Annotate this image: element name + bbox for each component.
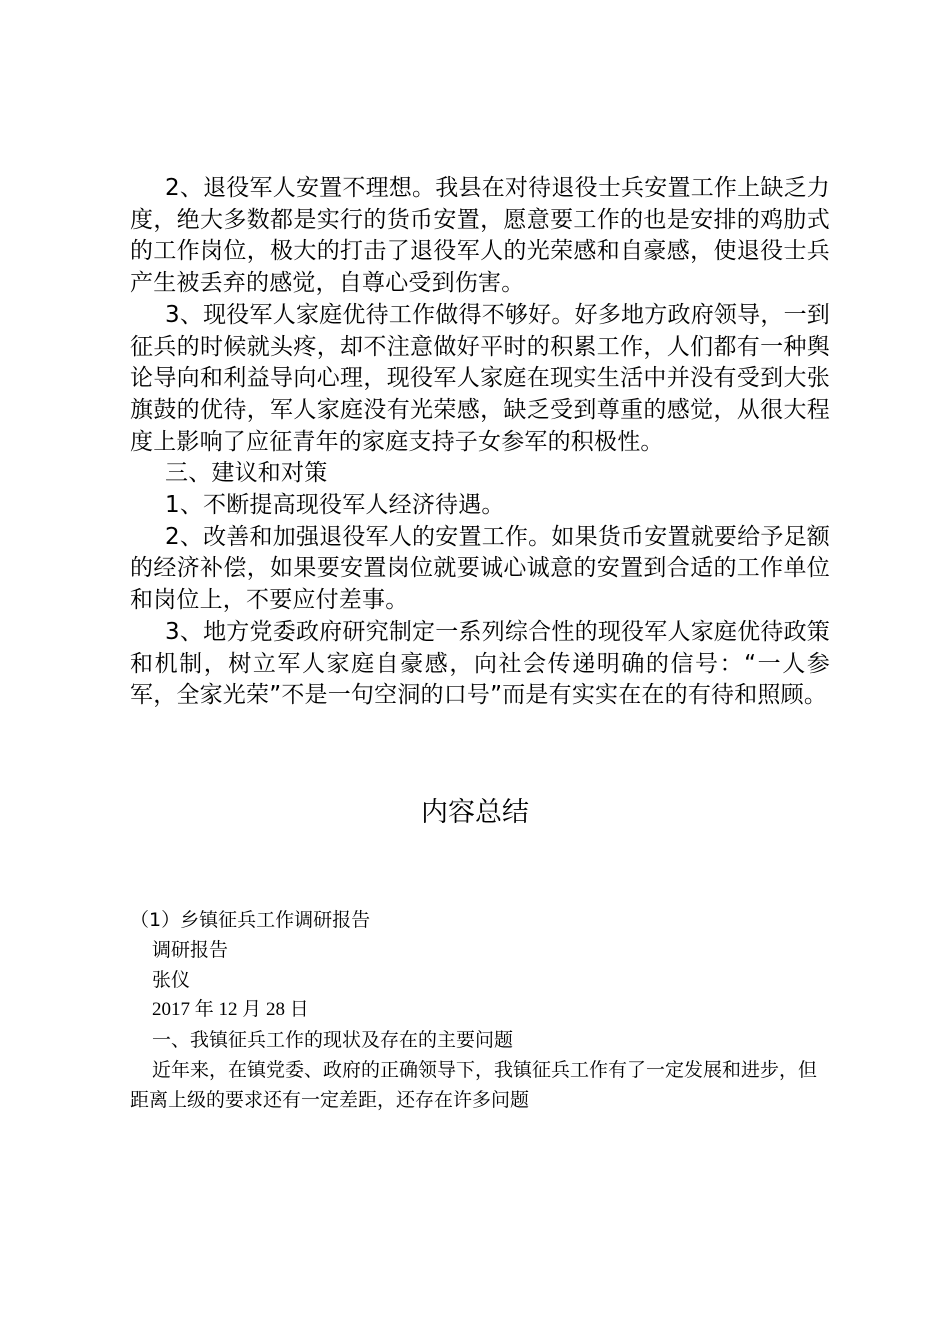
summary-heading: 一、我镇征兵工作的现状及存在的主要问题 <box>152 1029 514 1051</box>
paragraph-suggestion-2: 2、改善和加强退役军人的安置工作。如果货币安置就要给予足额的经济补偿，如果要安置岗位就要诚心诚意的安置到合适的工作单位和岗位上，不要应付差事。 <box>130 523 830 614</box>
paragraph-family-benefits: 3、现役军人家庭优待工作做得不够好。好多地方政府领导，一到征兵的时候就头疼，却不注意做好平时的积累工作，人们都有一种舆论导向和利益导向心理，现役军人家庭在现实生活中并没有受到大张旗鼓的优待，军人家庭没有光荣感，缺乏受到尊重的感觉，从很大程度上影响了应征青年的家庭支持子女参军的积极性。 <box>130 301 830 455</box>
paragraph-suggestion-3: 3、地方党委政府研究制定一系列综合性的现役军人家庭优待政策和机制，树立军人家庭自豪感，向社会传递明确的信号：“一人参军，全家光荣”不是一句空洞的口号”而是有实实在在的有待和照顾。 <box>130 618 830 709</box>
summary-subtitle: 调研报告 <box>152 939 229 961</box>
paragraph-veteran-placement: 2、退役军人安置不理想。我县在对待退役士兵安置工作上缺乏力度，绝大多数都是实行的货币安置，愿意要工作的也是安排的鸡肋式的工作岗位，极大的打击了退役军人的光荣感和自豪感，使退役士兵产生被丢弃的感觉，自尊心受到伤害。 <box>130 175 830 297</box>
summary-title: 内容总结 <box>421 797 529 828</box>
section-heading-suggestions: 三、建议和对策 <box>165 460 328 487</box>
summary-paragraph: 近年来，在镇党委、政府的正确领导下，我镇征兵工作有了一定发展和进步，但距离上级的要求还有一定差距，还存在许多问题 <box>130 1059 818 1111</box>
body-text <box>130 173 830 712</box>
summary-reference: （1）乡镇征兵工作调研报告 <box>130 909 371 931</box>
summary-author: 张仪 <box>152 969 191 991</box>
summary-date: 2017 年 12 月 28 日 <box>152 999 309 1020</box>
paragraph-suggestion-1: 1、不断提高现役军人经济待遇。 <box>165 492 505 519</box>
summary-section <box>130 905 830 1115</box>
